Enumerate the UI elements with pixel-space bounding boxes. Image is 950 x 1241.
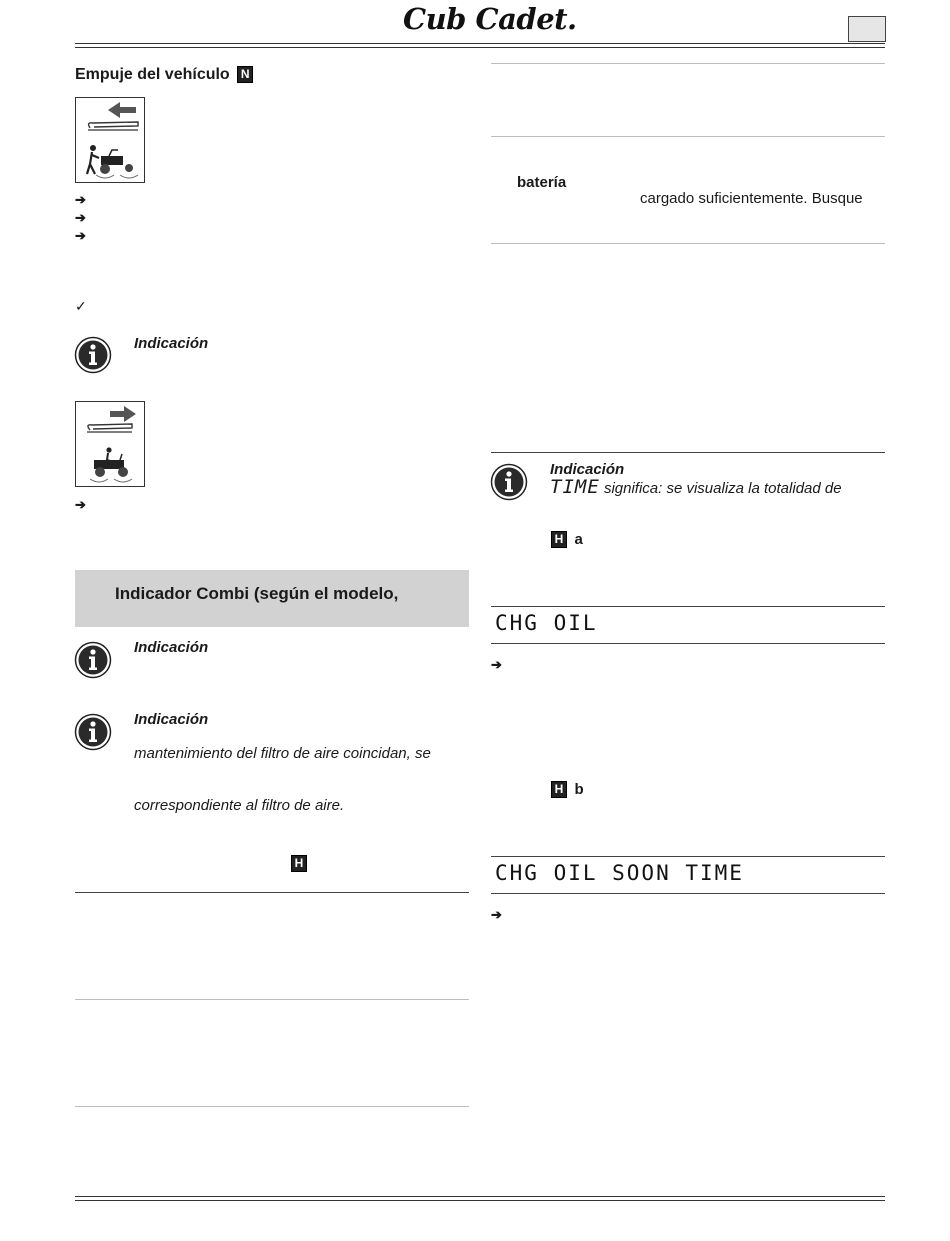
note-text — [550, 476, 842, 498]
push-reverse-icon — [75, 97, 145, 183]
lcd-display-text: CHG OIL SOON TIME — [495, 861, 744, 885]
check-icon: ✓ — [75, 298, 87, 314]
page-number-box — [848, 16, 886, 42]
bullet-arrow-icon: ➔ — [491, 657, 502, 672]
sub-heading-letter: a — [574, 531, 583, 548]
info-circle-icon — [74, 641, 112, 684]
sub-heading-a — [551, 531, 583, 549]
brand-logo: Cub Cadet. — [403, 2, 577, 36]
badge-n: N — [237, 66, 253, 83]
bullet-arrow-icon: ➔ — [491, 907, 502, 922]
battery-label: batería — [517, 174, 567, 191]
divider — [491, 643, 885, 644]
divider — [75, 1106, 469, 1107]
combi-title: Indicador Combi (según el modelo, — [115, 584, 399, 603]
note-text-body: significa: se visualiza la totalidad de — [603, 480, 842, 497]
divider — [491, 452, 885, 453]
note-text: mantenimiento del filtro de aire coincidan, se — [134, 745, 431, 762]
info-circle-icon — [74, 336, 112, 379]
divider — [491, 893, 885, 894]
divider — [491, 856, 885, 857]
divider — [75, 892, 469, 893]
header-rule — [75, 43, 885, 48]
note-text: correspondiente al filtro de aire. — [134, 797, 345, 814]
section-title-push — [75, 66, 253, 84]
drive-forward-icon — [75, 401, 145, 487]
divider — [491, 243, 885, 244]
divider — [491, 63, 885, 64]
note-title: Indicación — [134, 711, 209, 728]
battery-text: cargado suficientemente. Busque — [640, 190, 863, 207]
sub-heading-b — [551, 781, 584, 799]
note-title: Indicación — [134, 335, 209, 352]
badge-h: H — [551, 781, 567, 798]
bullet-arrow-icon: ➔ — [75, 192, 86, 207]
lcd-display-text: CHG OIL — [495, 611, 598, 635]
info-circle-icon — [490, 463, 528, 506]
badge-h: H — [551, 531, 567, 548]
divider — [491, 136, 885, 137]
bullet-arrow-icon: ➔ — [75, 210, 86, 225]
note-title: Indicación — [134, 639, 209, 656]
bullet-arrow-icon: ➔ — [75, 228, 86, 243]
badge-h: H — [291, 855, 307, 872]
push-title-text: Empuje del vehículo — [75, 66, 230, 83]
bullet-arrow-icon: ➔ — [75, 497, 86, 512]
footer-rule — [75, 1196, 885, 1201]
sub-heading-letter: b — [574, 781, 584, 798]
note-title: Indicación — [550, 461, 625, 478]
divider — [75, 999, 469, 1000]
info-circle-icon — [74, 713, 112, 756]
divider — [491, 606, 885, 607]
lcd-time-label: TIME — [550, 476, 600, 498]
